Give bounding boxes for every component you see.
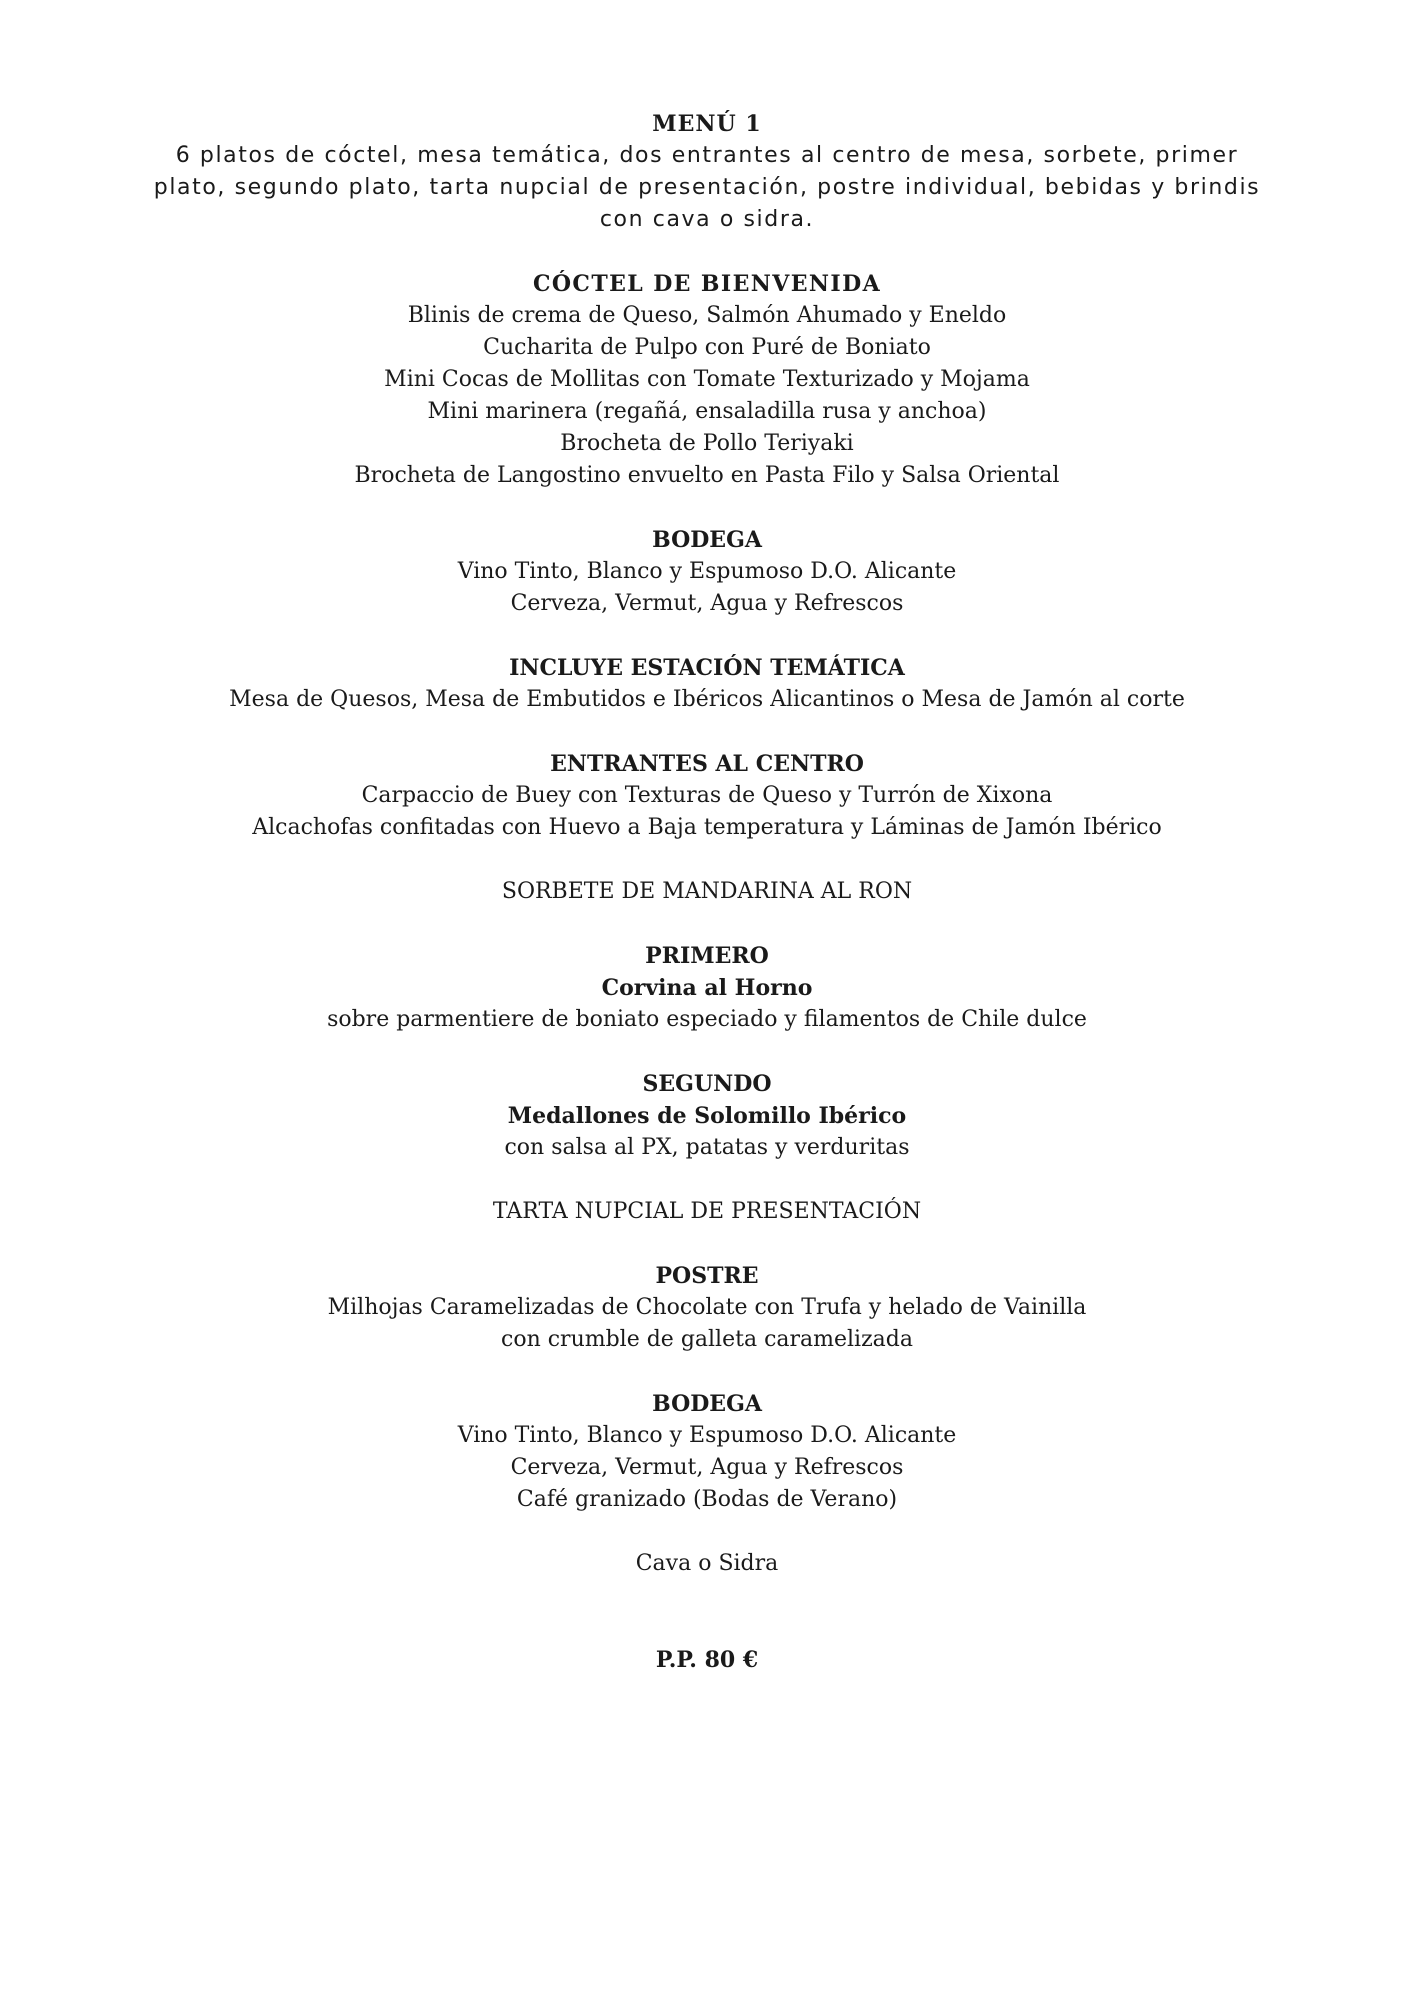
section-brindis	[0, 1548, 1414, 1580]
section-title-coctel: CÓCTEL DE BIENVENIDA	[532, 271, 882, 297]
section-tarta	[0, 1196, 1414, 1228]
section-postre	[0, 1260, 1414, 1356]
menu-document	[0, 108, 1414, 1676]
section-title-primero: PRIMERO	[645, 943, 769, 969]
bodega-item: Cerveza, Vermut, Agua y Refrescos	[510, 1455, 904, 1480]
bodega-item: Café granizado (Bodas de Verano)	[516, 1487, 898, 1512]
entrante-item: Alcachofas confitadas con Huevo a Baja temperatura y Láminas de Jamón Ibérico	[252, 815, 1162, 840]
tarta-text: TARTA NUPCIAL DE PRESENTACIÓN	[492, 1199, 922, 1224]
entrante-item: Carpaccio de Buey con Texturas de Queso y Turrón de Xixona	[361, 783, 1053, 808]
segundo-dish: Medallones de Solomillo Ibérico	[507, 1103, 907, 1129]
coctel-item: Brocheta de Langostino envuelto en Pasta Filo y Salsa Oriental	[354, 463, 1060, 488]
section-title-estacion: INCLUYE ESTACIÓN TEMÁTICA	[509, 655, 905, 681]
section-title-postre: POSTRE	[655, 1263, 759, 1289]
estacion-item: Mesa de Quesos, Mesa de Embutidos e Ibéricos Alicantinos o Mesa de Jamón al corte	[229, 687, 1185, 712]
bodega-item: Vino Tinto, Blanco y Espumoso D.O. Alicante	[457, 559, 957, 584]
bodega-item: Vino Tinto, Blanco y Espumoso D.O. Alicante	[457, 1423, 957, 1448]
section-segundo	[0, 1068, 1414, 1164]
coctel-item: Mini Cocas de Mollitas con Tomate Texturizado y Mojama	[384, 367, 1030, 392]
section-title-bodega-1: BODEGA	[652, 527, 762, 553]
coctel-item: Brocheta de Pollo Teriyaki	[560, 431, 854, 456]
section-title-bodega-2: BODEGA	[652, 1391, 762, 1417]
section-estacion	[0, 652, 1414, 716]
menu-title: MENÚ 1	[652, 111, 762, 137]
segundo-description: con salsa al PX, patatas y verduritas	[504, 1135, 910, 1160]
coctel-item: Cucharita de Pulpo con Puré de Boniato	[483, 335, 931, 360]
postre-item: con crumble de galleta caramelizada	[501, 1327, 913, 1352]
postre-item: Milhojas Caramelizadas de Chocolate con Trufa y helado de Vainilla	[327, 1295, 1087, 1320]
section-title-entrantes: ENTRANTES AL CENTRO	[550, 751, 864, 777]
brindis-text: Cava o Sidra	[635, 1551, 779, 1576]
primero-description: sobre parmentiere de boniato especiado y filamentos de Chile dulce	[327, 1007, 1087, 1032]
section-primero	[0, 940, 1414, 1036]
section-entrantes	[0, 748, 1414, 844]
sorbete-text: SORBETE DE MANDARINA AL RON	[501, 879, 913, 904]
coctel-item: Mini marinera (regañá, ensaladilla rusa y anchoa)	[427, 399, 987, 424]
price: P.P. 80 €	[655, 1647, 759, 1673]
section-sorbete	[0, 876, 1414, 908]
bodega-item: Cerveza, Vermut, Agua y Refrescos	[510, 591, 904, 616]
menu-intro: 6 platos de cóctel, mesa temática, dos entrantes al centro de mesa, sorbete, primer plato, segundo plato, tarta nupcial de presentación, postre individual, bebidas y brindis con cava o sidra.	[153, 143, 1261, 232]
section-bodega-1	[0, 524, 1414, 620]
section-title-segundo: SEGUNDO	[642, 1071, 772, 1097]
section-bodega-2	[0, 1388, 1414, 1516]
primero-dish: Corvina al Horno	[601, 975, 813, 1001]
coctel-item: Blinis de crema de Queso, Salmón Ahumado y Eneldo	[407, 303, 1007, 328]
section-coctel	[0, 268, 1414, 492]
